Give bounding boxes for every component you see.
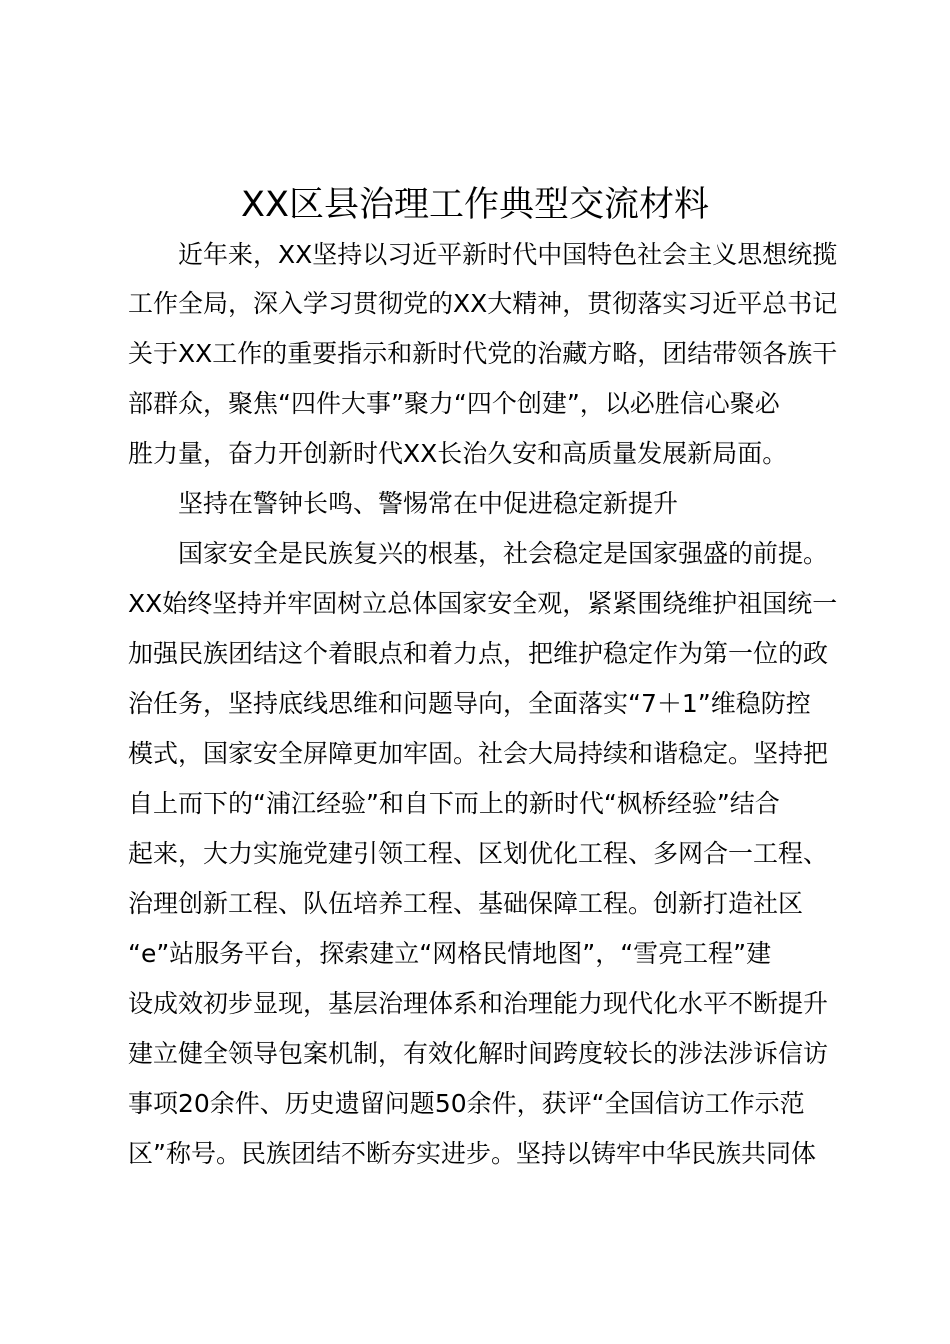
- paragraph-line: 国家安全是民族复兴的根基，社会稳定是国家强盛的前提。: [178, 539, 829, 568]
- paragraph-line: 建立健全领导包案机制，有效化解时间跨度较长的涉法涉诉信访: [128, 1039, 829, 1068]
- paragraph-line: 治理创新工程、队伍培养工程、基础保障工程。创新打造社区: [128, 889, 804, 918]
- paragraph-line: 事项20余件、历史遗留问题50余件，获评“全国信访工作示范: [128, 1089, 805, 1118]
- paragraph-line: 加强民族团结这个着眼点和着力点，把维护稳定作为第一位的政: [128, 639, 829, 668]
- paragraph-line: 自上而下的“浦江经验”和自下而上的新时代“枫桥经验”结合: [128, 789, 780, 818]
- paragraph-line: 近年来，XX坚持以习近平新时代中国特色社会主义思想统揽: [178, 240, 838, 269]
- paragraph-line: 胜力量，奋力开创新时代XX长治久安和高质量发展新局面。: [128, 439, 788, 468]
- paragraph-line: “e”站服务平台，探索建立“网格民情地图”，“雪亮工程”建: [128, 939, 772, 968]
- paragraph-line: 起来，大力实施党建引领工程、区划优化工程、多网合一工程、: [128, 839, 829, 868]
- paragraph-line: 关于XX工作的重要指示和新时代党的治藏方略，团结带领各族干: [128, 339, 838, 368]
- section-heading: 坚持在警钟长鸣、警惕常在中促进稳定新提升: [178, 489, 679, 518]
- document-title: XX区县治理工作典型交流材料: [241, 185, 709, 225]
- paragraph-line: 治任务，坚持底线思维和问题导向，全面落实“7＋1”维稳防控: [128, 689, 811, 718]
- paragraph-line: XX始终坚持并牢固树立总体国家安全观，紧紧围绕维护祖国统一: [128, 589, 838, 618]
- paragraph-line: 模式，国家安全屏障更加牢固。社会大局持续和谐稳定。坚持把: [128, 739, 829, 768]
- paragraph-line: 工作全局，深入学习贯彻党的XX大精神，贯彻落实习近平总书记: [128, 289, 838, 318]
- paragraph-line: 区”称号。民族团结不断夯实进步。坚持以铸牢中华民族共同体: [128, 1139, 816, 1168]
- paragraph-line: 设成效初步显现，基层治理体系和治理能力现代化水平不断提升: [128, 989, 829, 1018]
- paragraph-line: 部群众，聚焦“四件大事”聚力“四个创建”，以必胜信心聚必: [128, 389, 780, 418]
